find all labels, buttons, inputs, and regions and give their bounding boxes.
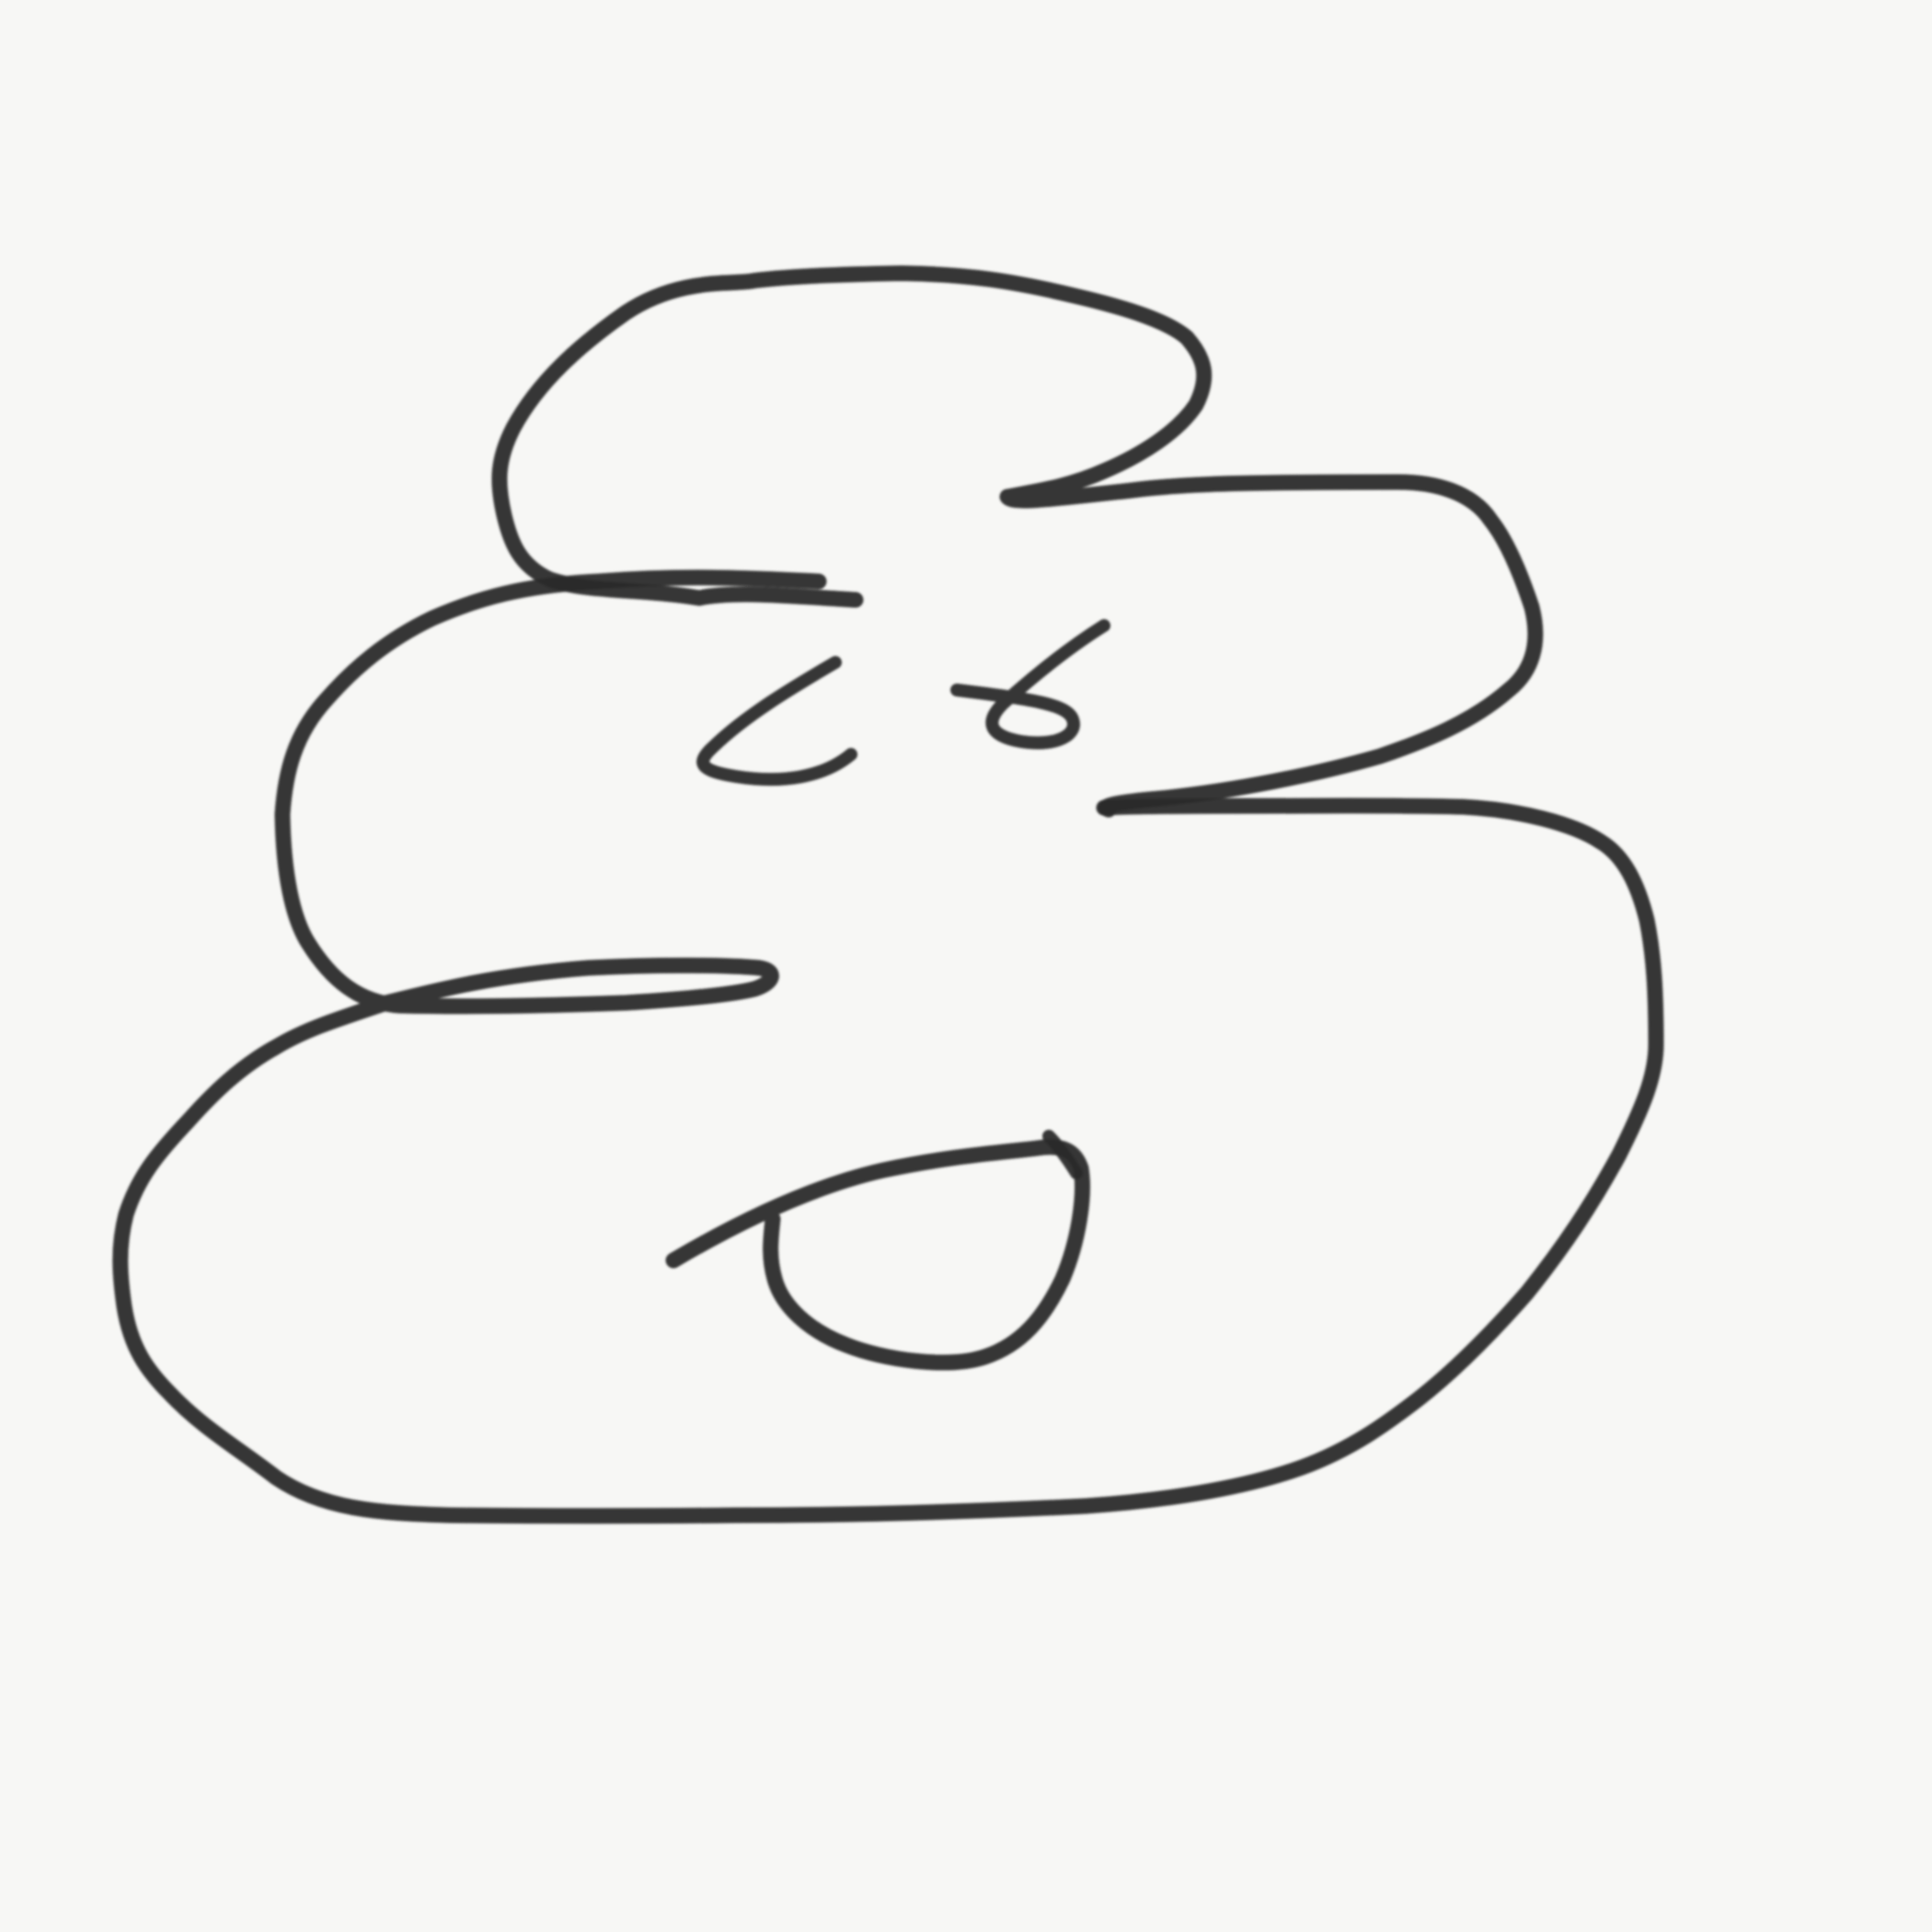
mouth <box>673 1147 1082 1363</box>
left-eye <box>703 662 851 779</box>
doodle-group <box>121 273 1656 1516</box>
right-eye <box>957 626 1104 742</box>
body-middle-tier <box>121 578 1656 1516</box>
body-top-tier <box>500 273 1535 810</box>
